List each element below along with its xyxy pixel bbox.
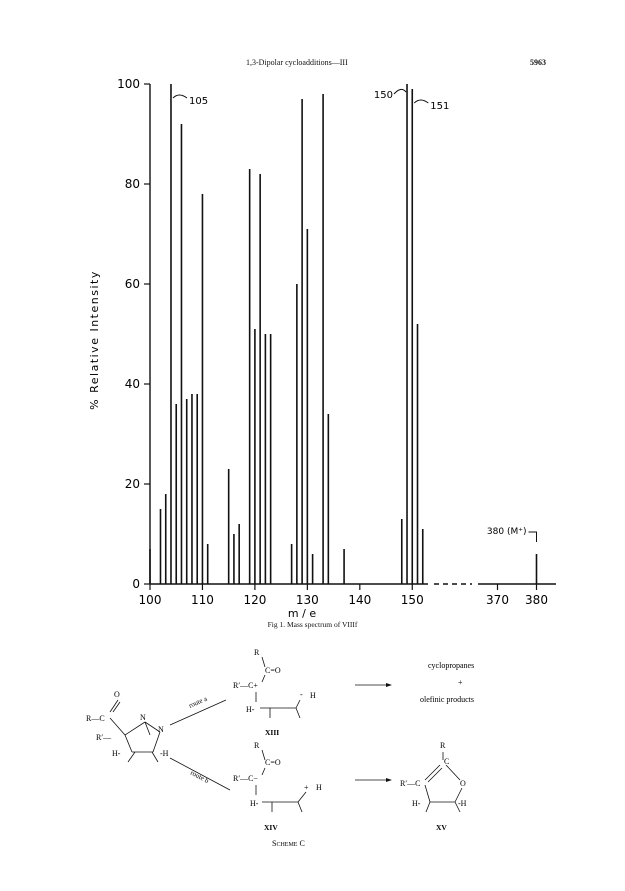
svg-text:C=O: C=O	[265, 666, 281, 675]
svg-text:H-: H-	[250, 799, 259, 808]
products-line2: olefinic products	[420, 695, 474, 704]
svg-text:R′—C−: R′—C−	[233, 774, 258, 783]
svg-text:-: -	[300, 690, 303, 699]
svg-text:R: R	[254, 648, 260, 657]
x-tick-label: 150	[400, 593, 424, 607]
svg-text:O: O	[460, 779, 466, 788]
annotation-leader	[173, 95, 187, 98]
annotation-label: 150	[373, 90, 394, 101]
svg-text:H-: H-	[112, 749, 121, 758]
svg-text:N: N	[140, 713, 146, 722]
svg-text:R: R	[440, 741, 446, 750]
svg-text:R′—C+: R′—C+	[233, 681, 258, 690]
chart-annotations	[173, 89, 537, 542]
y-tick-label: 0	[132, 577, 140, 591]
products-plus: +	[458, 678, 463, 687]
x-tick-label: 130	[295, 593, 319, 607]
svg-text:R—C: R—C	[86, 714, 105, 723]
scheme-c-diagram	[0, 640, 625, 870]
x-tick-label: 120	[243, 593, 267, 607]
svg-text:N: N	[158, 725, 164, 734]
y-axis-label: % Relative Intensity	[88, 270, 101, 410]
label-xiii: XIII	[265, 728, 280, 737]
chart-peaks	[150, 84, 537, 584]
figure-caption: Fig 1. Mass spectrum of VIIIf	[267, 620, 358, 629]
route-b-label: route b	[189, 768, 211, 785]
svg-text:+: +	[304, 783, 309, 792]
x-tick-label: 100	[138, 593, 162, 607]
y-tick-label: 20	[124, 477, 140, 491]
annotation-label: 151	[430, 101, 450, 112]
svg-text:-H: -H	[458, 799, 467, 808]
x-tick-label: 370	[486, 593, 509, 607]
label-xv: XV	[436, 823, 447, 832]
y-tick-label: 100	[117, 77, 140, 91]
x-axis-label: m / e	[287, 607, 317, 620]
page-number: 5963	[530, 58, 546, 67]
svg-text:R: R	[254, 741, 260, 750]
scheme-title: Scheme C	[272, 839, 305, 848]
annotation-leader	[394, 89, 406, 94]
svg-text:R′—: R′—	[96, 733, 112, 742]
svg-text:H: H	[310, 691, 316, 700]
annotation-label: 105	[188, 96, 209, 107]
running-title: 1,3-Dipolar cycloadditions—III	[246, 58, 348, 67]
structure-xiv	[256, 750, 306, 812]
route-a-label: route a	[187, 694, 209, 710]
svg-text:H: H	[316, 783, 322, 792]
label-xiv: XIV	[264, 823, 278, 832]
y-tick-label: 80	[124, 177, 140, 191]
svg-text:R′—C: R′—C	[400, 779, 421, 788]
x-tick-label: 110	[190, 593, 214, 607]
svg-text:-H: -H	[160, 749, 169, 758]
y-tick-label: 60	[124, 277, 140, 291]
annotation-leader	[414, 100, 428, 103]
x-tick-label: 380	[525, 593, 548, 607]
products-line1: cyclopropanes	[428, 661, 475, 670]
svg-text:C=O: C=O	[265, 758, 281, 767]
y-tick-label: 40	[124, 377, 140, 391]
x-tick-label: 140	[348, 593, 372, 607]
svg-text:O: O	[114, 690, 120, 699]
svg-text:C: C	[444, 757, 450, 766]
annotation-label: 380 (M⁺)	[486, 527, 527, 537]
annotation-leader	[529, 532, 537, 542]
svg-text:H-: H-	[246, 705, 255, 714]
svg-text:H-: H-	[412, 799, 421, 808]
